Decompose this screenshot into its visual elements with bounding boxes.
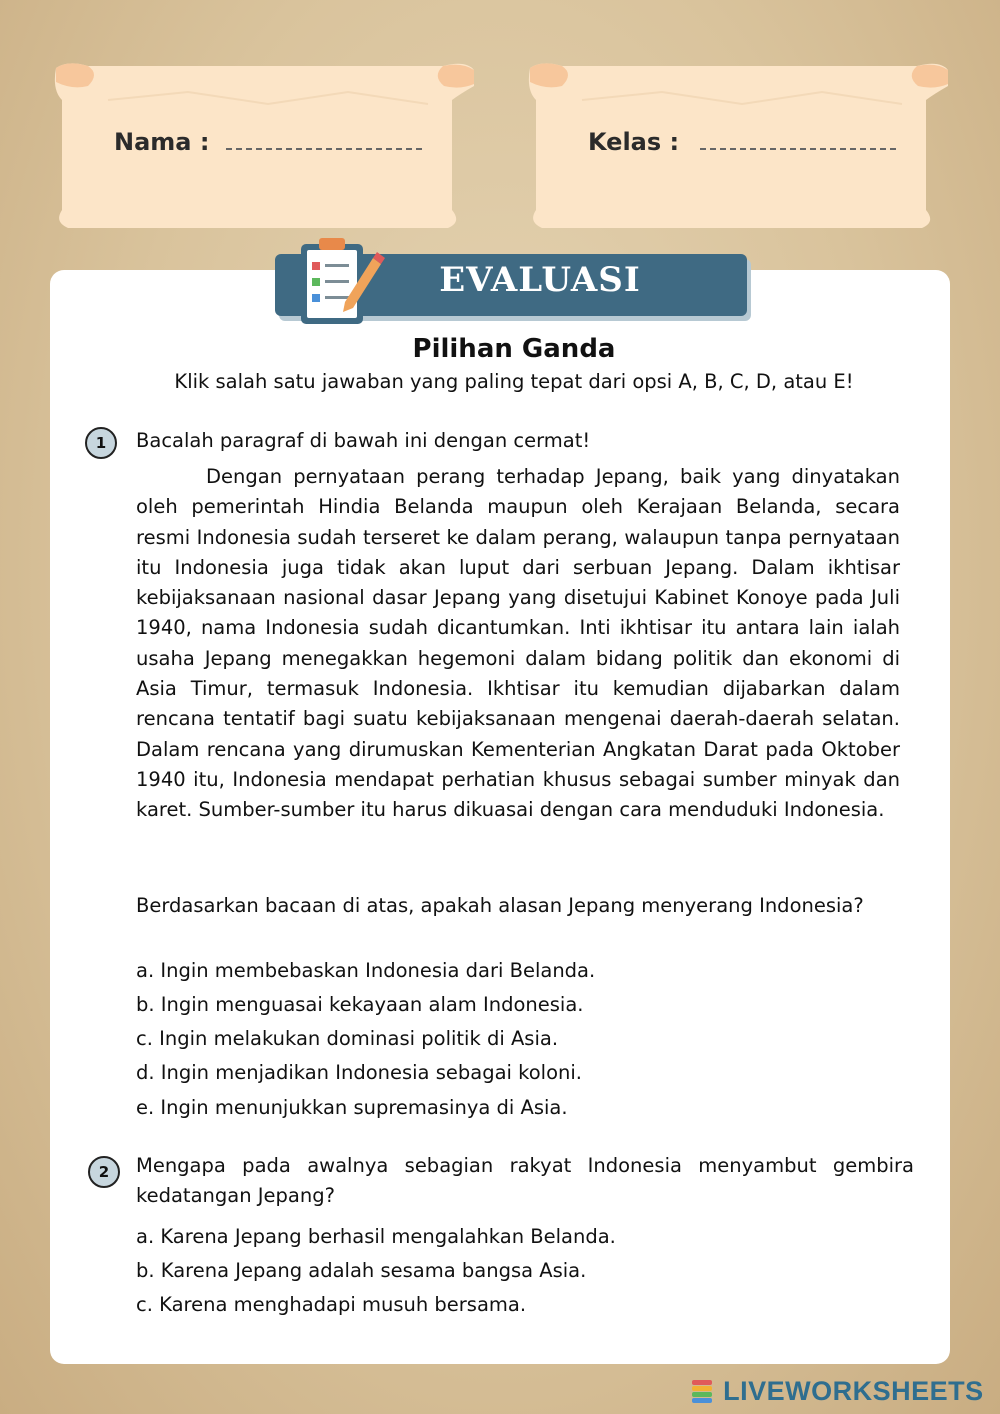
- question-text: Berdasarkan bacaan di atas, apakah alasan Jepang menyerang Indonesia?: [136, 894, 864, 917]
- scroll-decoration: [522, 60, 952, 230]
- liveworksheets-mark-icon: [692, 1380, 714, 1404]
- name-label: Nama :: [114, 128, 210, 156]
- answer-option-a[interactable]: a. Karena Jepang berhasil mengalahkan Belanda.: [136, 1225, 616, 1248]
- answer-option-b[interactable]: b. Karena Jepang adalah sesama bangsa Asia.: [136, 1259, 587, 1282]
- liveworksheets-logo: [692, 1376, 984, 1406]
- reading-passage: Dengan pernyataan perang terhadap Jepang, baik yang dinyatakan oleh pemerintah Hindia Belanda maupun oleh Kerajaan Belanda, secara resmi Indonesia sudah terseret ke dalam perang, walaupun tanpa pernyataan itu Indonesia juga tidak akan luput dari serbuan Jepang. Dalam ikhtisar kebijaksanaan nasional dasar Jepang yang disetujui Kabinet Konoye pada Juli 1940, nama Indonesia sudah dicantumkan. Inti ikhtisar itu antara lain ialah usaha Jepang menegakkan hegemoni dalam bidang politik dan ekonomi di Asia Timur, termasuk Indonesia. Ikhtisar itu kemudian dijabarkan dalam rencana tentatif bagi suatu kebijaksanaan mengenai daerah-daerah selatan. Dalam rencana yang dirumuskan Kementerian Angkatan Darat pada Oktober 1940 itu, Indonesia mendapat perhatian khusus sebagai sumber minyak dan karet. Sumber-sumber itu harus dikuasai dengan cara menduduki Indonesia.: [136, 465, 900, 822]
- question-text: Mengapa pada awalnya sebagian rakyat Indonesia menyambut gembira kedatangan Jepang?: [136, 1154, 914, 1208]
- section-title: Pilihan Ganda: [412, 334, 616, 364]
- instructions: Klik salah satu jawaban yang paling tepat dari opsi A, B, C, D, atau E!: [174, 370, 854, 393]
- answer-option-c[interactable]: c. Ingin melakukan dominasi politik di Asia.: [136, 1027, 559, 1050]
- banner-title: EVALUASI: [439, 260, 641, 300]
- answer-option-d[interactable]: d. Ingin menjadikan Indonesia sebagai koloni.: [136, 1061, 582, 1084]
- class-input-line[interactable]: [700, 148, 896, 150]
- answer-option-a[interactable]: a. Ingin membebaskan Indonesia dari Belanda.: [136, 959, 596, 982]
- evaluasi-banner: [275, 236, 755, 326]
- question-intro: Bacalah paragraf di bawah ini dengan cermat!: [136, 429, 591, 452]
- name-scroll: [48, 60, 478, 230]
- answer-option-e[interactable]: e. Ingin menunjukkan supremasinya di Asia.: [136, 1096, 568, 1119]
- question-number-badge: 2: [88, 1156, 120, 1188]
- brand-name: LIVEWORKSHEETS: [723, 1376, 984, 1406]
- answer-option-c[interactable]: c. Karena menghadapi musuh bersama.: [136, 1293, 527, 1316]
- clipboard-checklist-icon: [297, 236, 387, 326]
- name-input-line[interactable]: [226, 148, 422, 150]
- class-scroll: [522, 60, 952, 230]
- answer-option-b[interactable]: b. Ingin menguasai kekayaan alam Indonesia.: [136, 993, 584, 1016]
- scroll-decoration: [48, 60, 478, 230]
- question-number-badge: 1: [85, 427, 117, 459]
- class-label: Kelas :: [588, 128, 680, 156]
